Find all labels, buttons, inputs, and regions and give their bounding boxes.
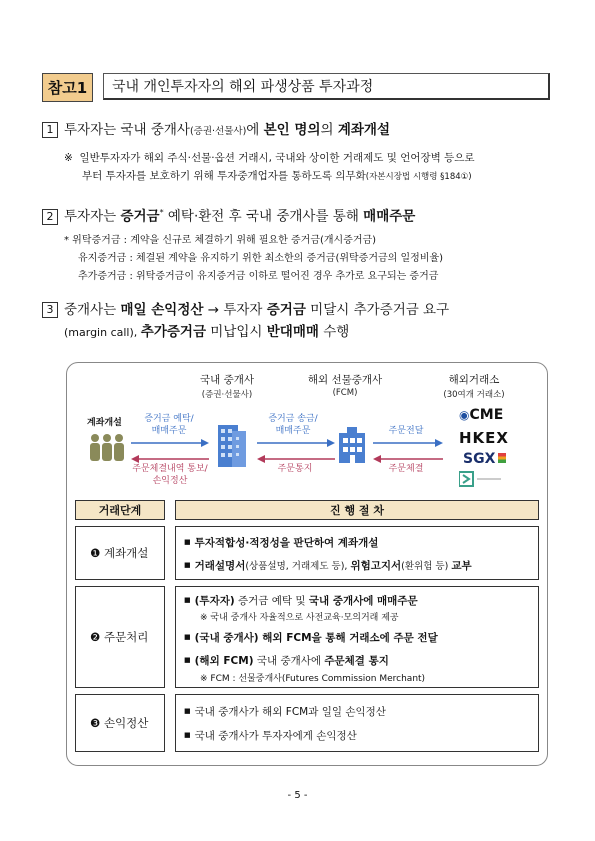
arrow-3-back-label: 주문체결 [388,464,424,474]
table-header-stage: 거래단계 [75,500,165,520]
arrow-1-back-top: 주문체결내역 통보/ [132,464,208,474]
reference-tag: 참고1 [42,73,93,102]
arrow-1-back-bottom: 손익정산 [152,476,188,486]
list-item: ■ 국내 중개사가 해외 FCM과 일일 손익정산 [184,706,386,718]
procedure-settlement [175,694,539,752]
table-header-procedure: 진 행 절 차 [175,500,539,520]
arrow-2-label-bottom: 매매주문 [275,426,311,436]
eurex-logo-icon [459,471,505,487]
arrow-1-label-top: 증거금 예탁/ [144,414,194,424]
section-number-box: 1 [42,122,58,138]
arrow-1-label-bottom: 매매주문 [151,426,187,436]
exchange-title: 해외거래소 [448,374,500,386]
investors-icon [87,431,127,465]
procedure-account-open [175,526,539,580]
stage-order-processing: ❷ 주문처리 [75,586,165,688]
fcm-subtitle: (FCM) [332,388,358,398]
section-2-heading: 2 투자자는 증거금* 예탁·환전 후 국내 중개사를 통해 매매주문 [42,203,415,227]
cme-globe-icon: ◉ [459,408,470,422]
arrow-2-label-top: 증거금 송금/ [268,414,318,424]
section-3-heading: 3 중개사는 매일 손익정산 → 투자자 증거금 미달시 추가증거금 요구 [42,300,449,320]
stage-account-open: ❶ 계좌개설 [75,526,165,580]
list-item: ■ (투자자) 증거금 예탁 및 국내 중개사에 매매주문 [184,595,418,607]
sgx-stripes-icon [498,453,506,463]
process-diagram [66,362,548,766]
arrow-2-back-label: 주문통지 [277,464,313,474]
section-number-box: 2 [42,209,58,225]
margin-definition-1: * 위탁증거금 : 계약을 신규로 체결하기 위해 필요한 증거금(개시증거금) [64,235,377,246]
stage-settlement: ❸ 손익정산 [75,694,165,752]
section-3-heading-cont: (margin call), 추가증거금 미납입시 반대매매 수행 [64,324,350,340]
margin-definition-2: 유지증거금 : 체결된 계약을 유지하기 위한 최소한의 증거금(위탁증거금의 일정비율) [78,253,444,264]
list-subnote: ※ FCM : 선물중개사(Futures Commission Merchant) [200,674,426,684]
list-item: ■ (해외 FCM) 국내 중개사에 주문체결 통지 [184,655,389,667]
broker-building-icon [212,421,252,469]
hkex-logo: HKEX [459,429,509,447]
exchange-subtitle: (30여개 거래소) [443,390,505,400]
cme-logo: ◉CME [459,407,504,423]
broker-title: 국내 중개사 [199,374,255,386]
section-number-box: 3 [42,302,58,318]
section-1-note: ※ 일반투자자가 해외 주식·선물·옵션 거래시, 국내와 상이한 거래제도 및 언어장벽 등으로 [64,152,475,164]
section-1-heading: 1 투자자는 국내 중개사(증권·선물사)에 본인 명의의 계좌개설 [42,120,390,142]
list-item: ■ 거래설명서(상품설명, 거래제도 등), 위험고지서(환위험 등) 교부 [184,560,472,572]
list-item: ■ 국내 중개사가 투자자에게 손익정산 [184,730,357,742]
fcm-building-icon [335,425,369,465]
list-item: ■ (국내 중개사) 해외 FCM을 통해 거래소에 주문 전달 [184,632,438,644]
section-1-note-cont: 부터 투자자를 보호하기 위해 투자중개업자를 통하도록 의무화(자본시장법 시행령 §184①) [82,170,472,182]
list-item: ■ 투자적합성·적정성을 판단하여 계좌개설 [184,537,379,549]
page-number: - 5 - [287,790,308,801]
arrow-3-label: 주문전달 [388,426,424,436]
account-open-label: 계좌개설 [87,418,122,428]
margin-definition-3: 추가증거금 : 위탁증거금이 유지증거금 이하로 떨어진 경우 추가로 요구되는 증거금 [78,271,439,282]
sgx-logo: SGX [463,451,506,467]
list-subnote: ※ 국내 중개사 자율적으로 사전교육·모의거래 제공 [200,613,399,623]
fcm-title: 해외 선물중개사 [307,374,383,386]
page-title: 국내 개인투자자의 해외 파생상품 투자과정 [103,73,550,100]
broker-subtitle: (증권·선물사) [201,390,253,400]
procedure-order-processing [175,586,539,688]
